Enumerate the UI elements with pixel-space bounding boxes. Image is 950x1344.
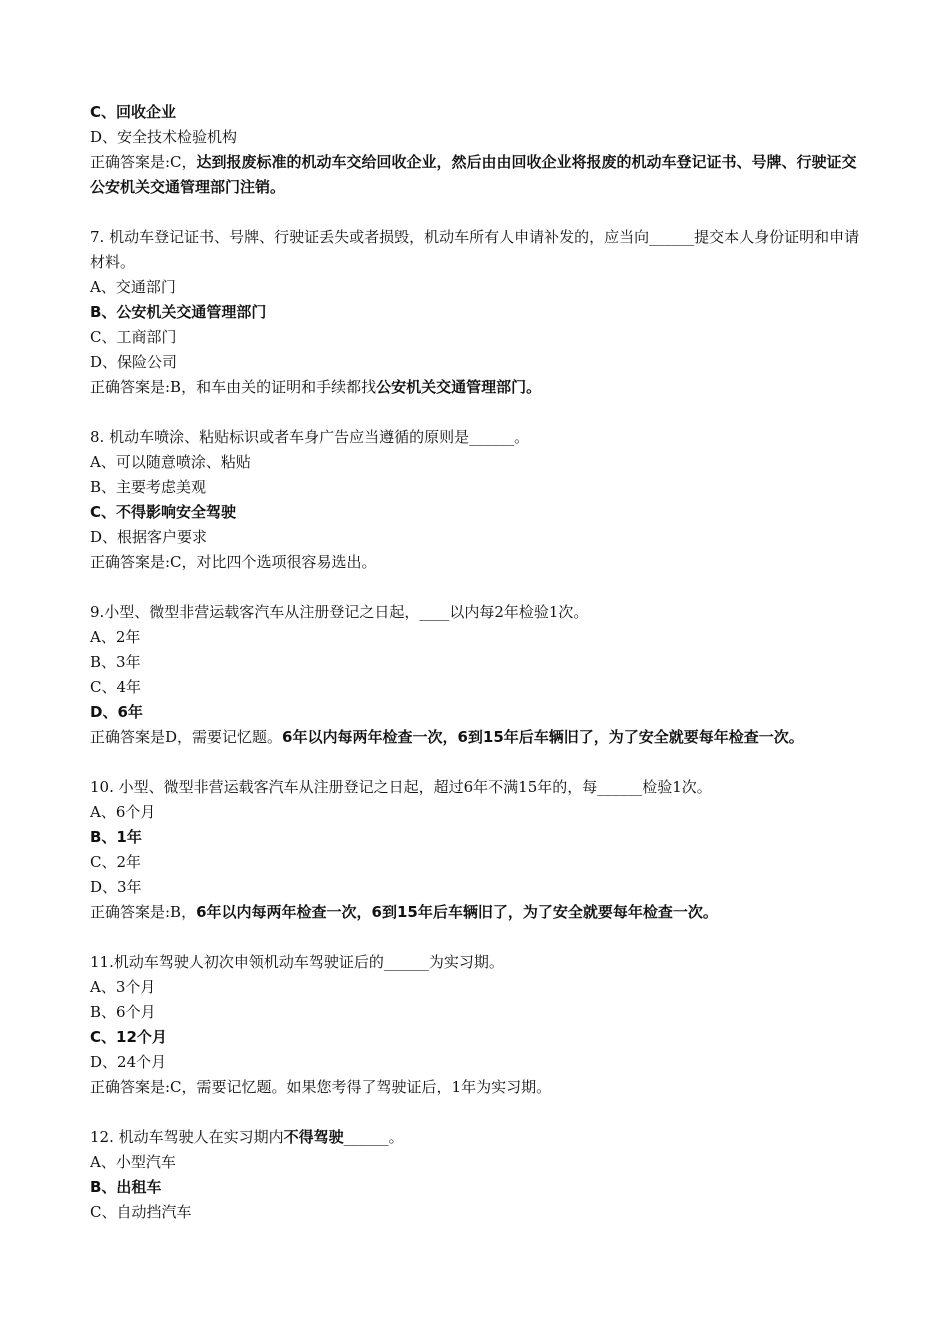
q10-question: 10. 小型、微型非营运载客汽车从注册登记之日起，超过6年不满15年的，每______检验1次。 xyxy=(90,778,712,796)
q7-option-d: D、保险公司 xyxy=(90,353,178,371)
q9-answer-prefix: 正确答案是D，需要记忆题。 xyxy=(90,728,283,746)
q10-option-b-correct: B、1年 xyxy=(90,828,142,846)
document-page xyxy=(90,100,865,1225)
q12-option-c: C、自动挡汽车 xyxy=(90,1203,192,1221)
q6-answer-explanation: 达到报废标准的机动车交给回收企业，然后由由回收企业将报废的机动车登记证书、号牌、行驶证交公安机关交通管理部门注销。 xyxy=(90,153,857,196)
q8-question: 8. 机动车喷涂、粘贴标识或者车身广告应当遵循的原则是______。 xyxy=(90,428,530,446)
q6-option-c-correct: C、回收企业 xyxy=(90,103,177,121)
q9-answer xyxy=(90,725,865,750)
q10-answer-explanation: 6年以内每两年检查一次，6到15年后车辆旧了，为了安全就要每年检查一次。 xyxy=(196,903,718,921)
q12-question-bold: 不得驾驶 xyxy=(283,1128,344,1146)
q9-question: 9.小型、微型非营运载客汽车从注册登记之日起，____以内每2年检验1次。 xyxy=(90,603,589,621)
q7-question: 7. 机动车登记证书、号牌、行驶证丢失或者损毁，机动车所有人申请补发的，应当向______提交本人身份证明和申请材料。 xyxy=(90,228,860,271)
q6-answer xyxy=(90,150,865,200)
q12-option-a: A、小型汽车 xyxy=(90,1153,176,1171)
q10-option-d: D、3年 xyxy=(90,878,142,896)
q12-question-prefix: 12. 机动车驾驶人在实习期内 xyxy=(90,1128,284,1146)
q8-answer: 正确答案是:C，对比四个选项很容易选出。 xyxy=(90,553,377,571)
q10-answer xyxy=(90,900,865,925)
q7-option-c: C、工商部门 xyxy=(90,328,177,346)
q9-option-a: A、2年 xyxy=(90,628,141,646)
q10-answer-prefix: 正确答案是:B， xyxy=(90,903,197,921)
q8-option-a: A、可以随意喷涂、粘贴 xyxy=(90,453,251,471)
q7-answer-explanation: 公安机关交通管理部门。 xyxy=(376,378,542,396)
q9-option-d-correct: D、6年 xyxy=(90,703,143,721)
q6-option-d: D、安全技术检验机构 xyxy=(90,128,238,146)
q9-answer-explanation: 6年以内每两年检查一次，6到15年后车辆旧了，为了安全就要每年检查一次。 xyxy=(282,728,804,746)
q11-option-a: A、3个月 xyxy=(90,978,156,996)
q7-answer xyxy=(90,375,865,400)
q8-option-c-correct: C、不得影响安全驾驶 xyxy=(90,503,237,521)
q8-option-d: D、根据客户要求 xyxy=(90,528,208,546)
q11-option-c-correct: C、12个月 xyxy=(90,1028,167,1046)
q11-option-d: D、24个月 xyxy=(90,1053,167,1071)
q12-option-b-correct: B、出租车 xyxy=(90,1178,162,1196)
q10-option-c: C、2年 xyxy=(90,853,142,871)
q11-option-b: B、6个月 xyxy=(90,1003,156,1021)
q9-option-b: B、3年 xyxy=(90,653,141,671)
q8-option-b: B、主要考虑美观 xyxy=(90,478,207,496)
q11-answer: 正确答案是:C，需要记忆题。如果您考得了驾驶证后，1年为实习期。 xyxy=(90,1078,552,1096)
q7-option-b-correct: B、公安机关交通管理部门 xyxy=(90,303,267,321)
q7-option-a: A、交通部门 xyxy=(90,278,176,296)
q9-option-c: C、4年 xyxy=(90,678,142,696)
q11-question: 11.机动车驾驶人初次申领机动车驾驶证后的______为实习期。 xyxy=(90,953,504,971)
q10-option-a: A、6个月 xyxy=(90,803,156,821)
q6-answer-prefix: 正确答案是:C， xyxy=(90,153,197,171)
q7-answer-prefix: 正确答案是:B，和车由关的证明和手续都找 xyxy=(90,378,377,396)
q12-question xyxy=(90,1125,865,1150)
q12-question-suffix: ______。 xyxy=(343,1128,404,1146)
